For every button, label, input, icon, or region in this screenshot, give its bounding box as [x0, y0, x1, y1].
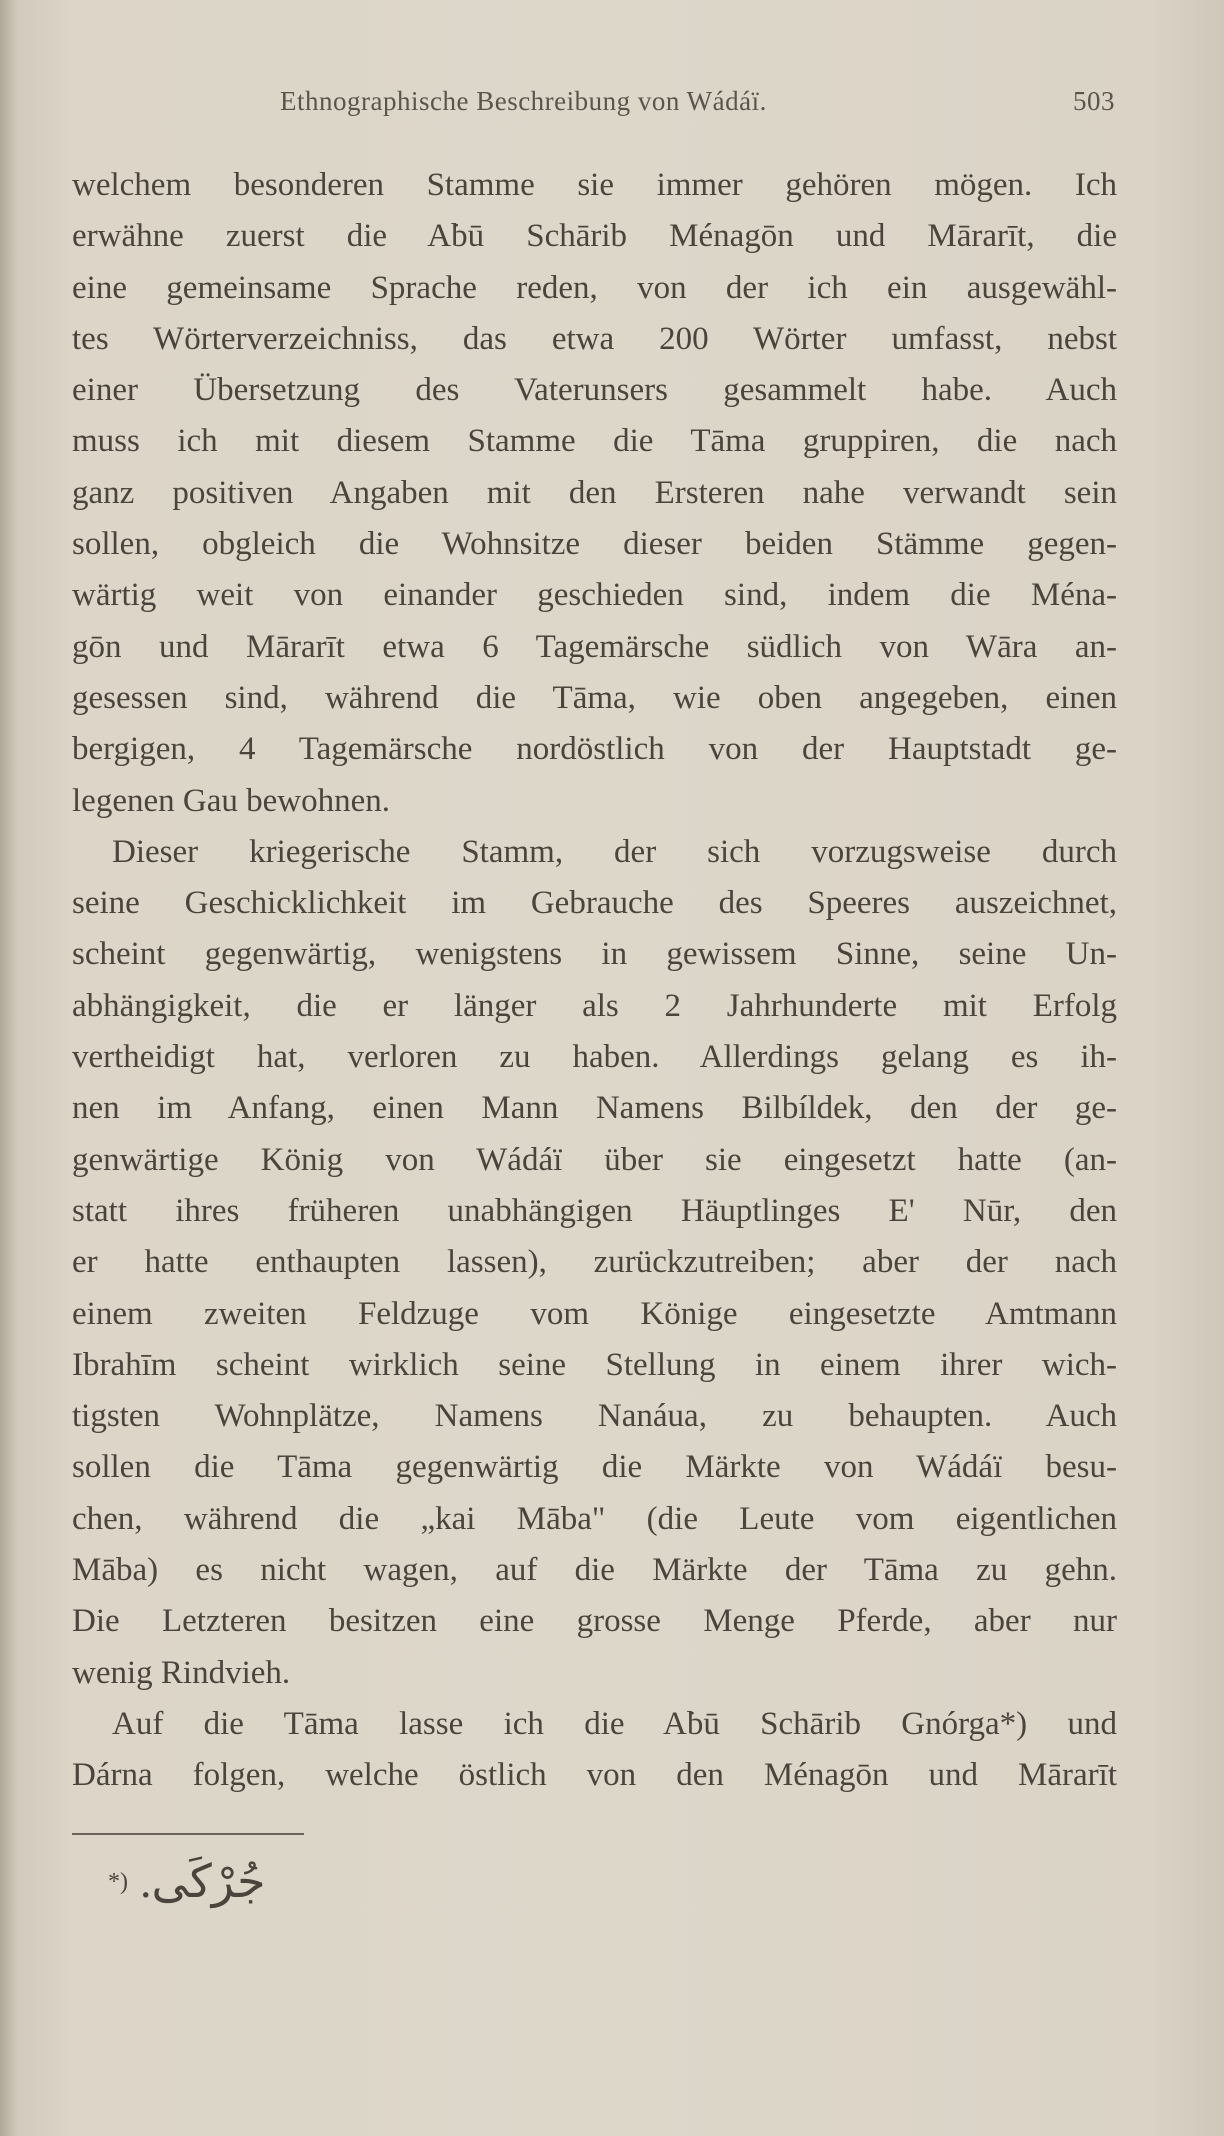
footnote-marker: *)	[108, 1868, 128, 1895]
text-line: wärtig weit von einander geschieden sind, indem die Ména-	[72, 577, 1117, 614]
text-line: Ibrahīm scheint wirklich seine Stellung in einem ihrer wich-	[72, 1346, 1117, 1383]
text-line: einer Übersetzung des Vaterunsers gesammelt habe. Auch	[72, 372, 1117, 409]
text-line: welchem besonderen Stamme sie immer gehören mögen. Ich	[72, 167, 1117, 203]
text-line: bergigen, 4 Tagemärsche nordöstlich von der Hauptstadt ge-	[72, 731, 1117, 768]
body-text	[72, 160, 1117, 1802]
footnote-arabic-text: جُرْكَى.	[140, 1856, 266, 1907]
text-line: ganz positiven Angaben mit den Ersteren nahe verwandt sein	[72, 474, 1117, 511]
text-line: einem zweiten Feldzuge vom Könige eingesetzte Amtmann	[72, 1295, 1117, 1332]
text-line: tes Wörterverzeichniss, das etwa 200 Wörter umfasst, nebst	[72, 320, 1117, 357]
footnote	[108, 1852, 266, 1912]
text-line: er hatte enthaupten lassen), zurückzutreiben; aber der nach	[72, 1244, 1117, 1281]
text-line: eine gemeinsame Sprache reden, von der ich ein ausgewähl-	[72, 269, 1117, 306]
text-line: vertheidigt hat, verloren zu haben. Allerdings gelang es ih-	[72, 1039, 1117, 1076]
footnote-rule	[72, 1833, 304, 1835]
text-line: Māba) es nicht wagen, auf die Märkte der Tāma zu gehn.	[72, 1552, 1117, 1589]
running-head	[70, 86, 1115, 126]
running-title: Ethnographische Beschreibung von Wádáï.	[280, 86, 767, 116]
text-line: sollen die Tāma gegenwärtig die Märkte von Wádáï besu-	[72, 1449, 1117, 1486]
page-number: 503	[1073, 86, 1115, 116]
text-line: tigsten Wohnplätze, Namens Nanáua, zu behaupten. Auch	[72, 1398, 1117, 1435]
text-line: Dárna folgen, welche östlich von den Ménagōn und Mārarīt	[72, 1757, 1117, 1794]
text-line: wenig Rindvieh.	[72, 1654, 291, 1691]
text-line: erwähne zuerst die A͘bū Schārib Ménagōn und Mārarīt, die	[72, 218, 1117, 255]
text-line: scheint gegenwärtig, wenigstens in gewissem Sinne, seine Un-	[72, 936, 1117, 973]
text-line: genwärtige König von Wádáï über sie eingesetzt hatte (an-	[72, 1141, 1117, 1178]
text-line: gesessen sind, während die Tāma, wie oben angegeben, einen	[72, 679, 1117, 716]
text-line: muss ich mit diesem Stamme die Tāma gruppiren, die nach	[72, 423, 1117, 460]
text-line: legenen Gau bewohnen.	[72, 782, 390, 819]
text-line: statt ihres früheren unabhängigen Häuptlinges E' Nūr, den	[72, 1192, 1117, 1229]
text-line: nen im Anfang, einen Mann Namens Bilbíldek, den der ge-	[72, 1090, 1117, 1127]
text-line: chen, während die „kai Māba" (die Leute vom eigentlichen	[72, 1500, 1117, 1537]
spine-shadow	[0, 0, 18, 2136]
text-line: gōn und Mārarīt etwa 6 Tagemärsche südlich von Wāra an-	[72, 628, 1117, 665]
text-line: abhängigkeit, die er länger als 2 Jahrhunderte mit Erfolg	[72, 987, 1117, 1024]
text-line: sollen, obgleich die Wohnsitze dieser beiden Stämme gegen-	[72, 526, 1117, 563]
text-line: Dieser kriegerische Stamm, der sich vorzugsweise durch	[112, 833, 1117, 870]
text-line: seine Geschicklichkeit im Gebrauche des Speeres auszeichnet,	[72, 885, 1117, 922]
text-line: Auf die Tāma lasse ich die A͘bū Schārib Gnórga*) und	[112, 1705, 1117, 1742]
text-line: Die Letzteren besitzen eine grosse Menge Pferde, aber nur	[72, 1603, 1117, 1640]
